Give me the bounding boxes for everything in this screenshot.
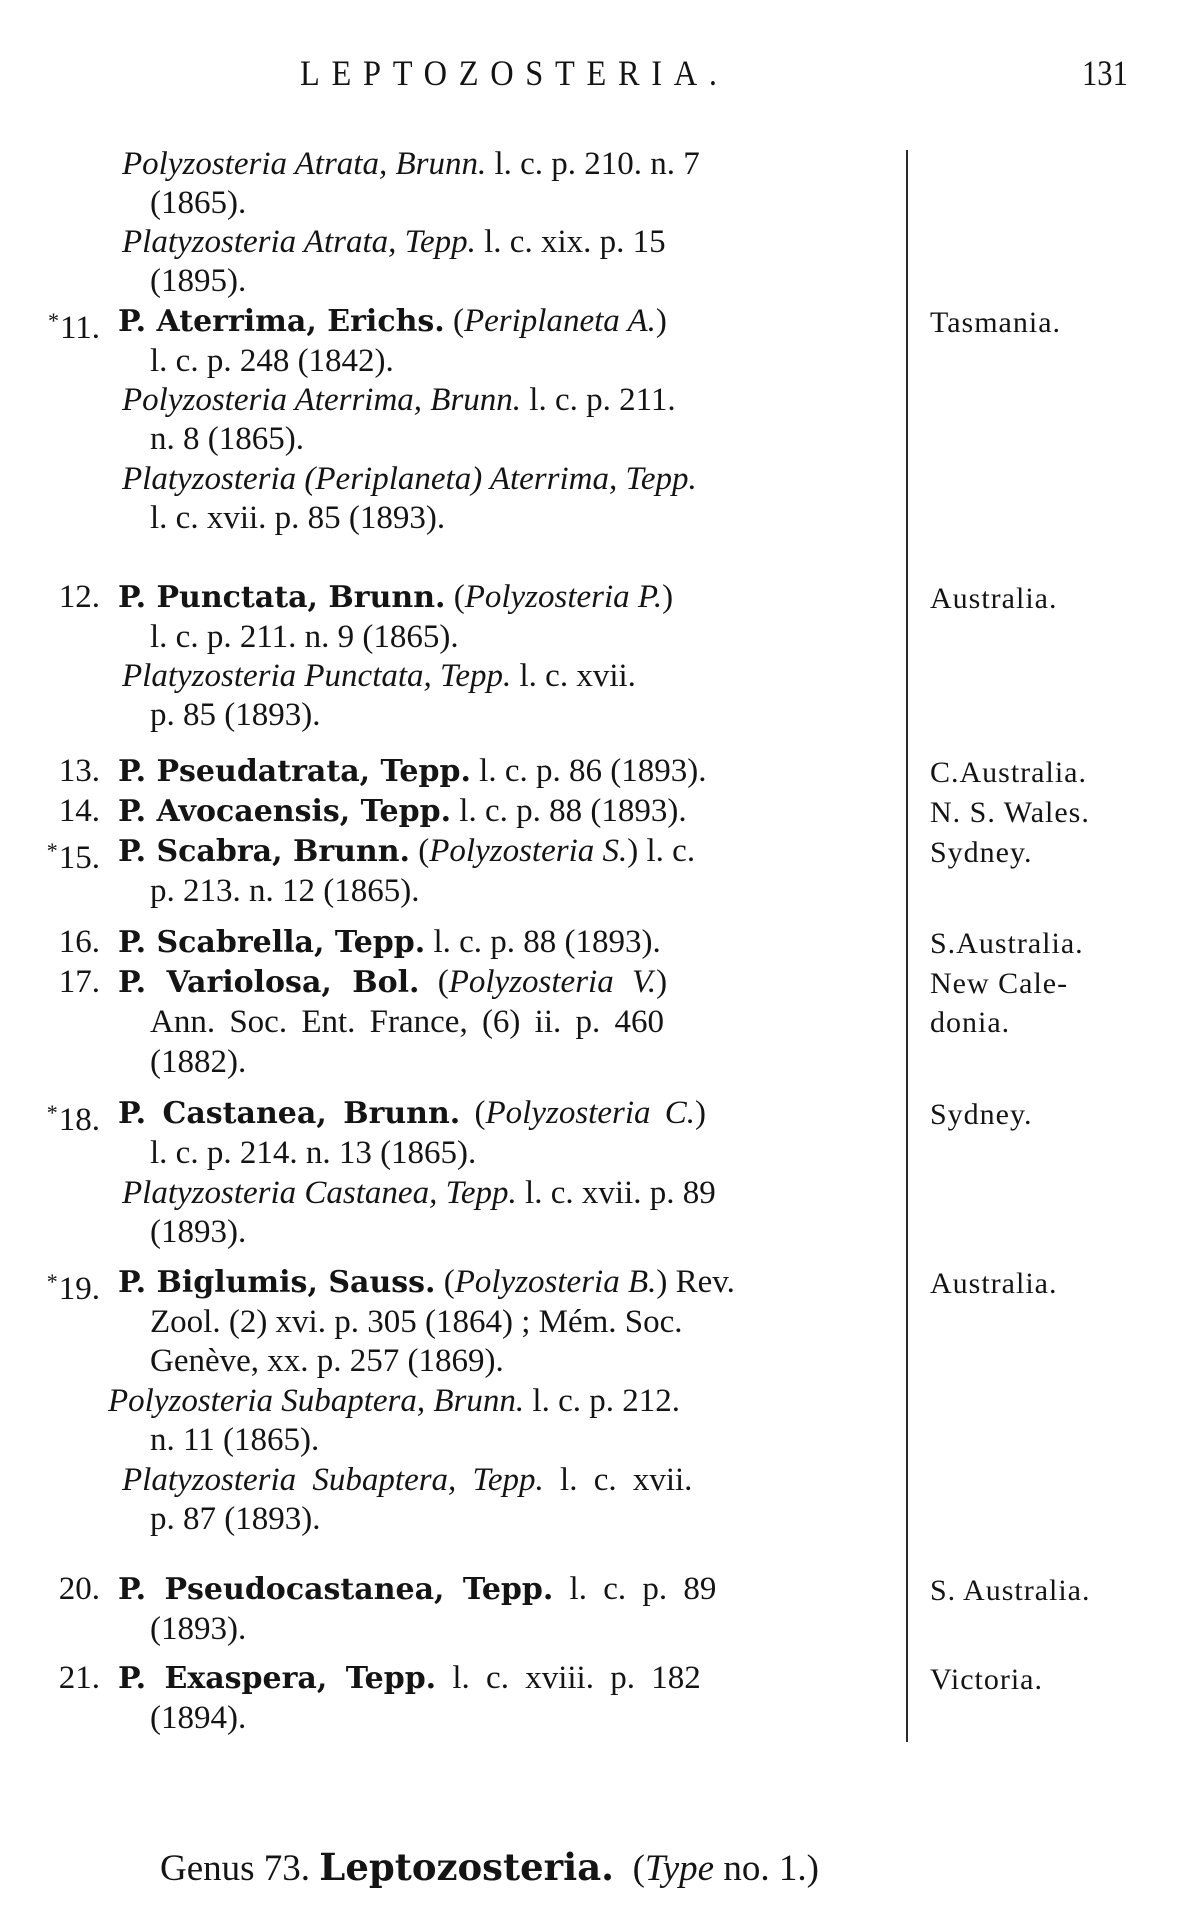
type-star-icon: * [46,1100,58,1125]
entry-number: 14. [58,793,100,829]
type-star-icon: * [46,838,58,863]
locality: Sydney. [930,1098,1033,1131]
locality: N. S. Wales. [930,796,1090,829]
type-star-icon: * [47,308,59,333]
locality: New Cale- [930,967,1069,1000]
species-name: P. Scabrella, Tepp. [118,925,426,960]
species-name: P. Exaspera, Tepp. [118,1661,437,1696]
citation-line: p. 213. n. 12 (1865). [150,873,420,909]
citation-line: (1882). [150,1044,247,1080]
citation-line: (1893). [150,1611,247,1647]
species-name: P. Castanea, Brunn. [118,1096,461,1131]
species-name: P. Variolosa, Bol. [118,965,420,1000]
locality: Australia. [930,582,1058,615]
citation-line: n. 8 (1865). [150,421,304,457]
species-name: P. Punctata, Brunn. [118,580,446,615]
citation-line: l. c. p. 248 (1842). [150,343,394,379]
locality: Sydney. [930,836,1033,869]
citation-line: p. 87 (1893). [150,1501,321,1537]
column-divider [906,150,908,1742]
synonym-line: Platyzosteria (Periplaneta) Aterrima, Tepp. [122,461,697,497]
locality: Victoria. [930,1663,1043,1696]
citation-line: (1893). [150,1214,247,1250]
locality: Tasmania. [930,306,1062,339]
citation-line: Ann. Soc. Ent. France, (6) ii. p. 460 [150,1004,665,1040]
species-name: P. Pseudocastanea, Tepp. [118,1572,554,1607]
entry-number: 20. [58,1571,100,1607]
locality: Australia. [930,1267,1058,1300]
synonym-line: Platyzosteria Subaptera, Tepp. l. c. xvii. [122,1462,693,1498]
citation-line: Genève, xx. p. 257 (1869). [150,1343,504,1379]
locality-continued: donia. [930,1006,1011,1039]
species-name: P. Pseudatrata, Tepp. [118,754,471,789]
synonym-line: Polyzosteria Aterrima, Brunn. l. c. p. 211. [122,382,676,418]
entry-number: 21. [58,1660,100,1696]
species-name: P. Biglumis, Sauss. [118,1265,436,1300]
citation-line: (1894). [150,1700,247,1736]
citation-line: l. c. p. 214. n. 13 (1865). [150,1135,477,1171]
locality: S. Australia. [930,1574,1091,1607]
running-head [0,52,1193,102]
page-number: 131 [1082,53,1128,93]
type-star-icon: * [46,1269,58,1294]
entry-number: *11. [47,308,100,346]
citation-line: p. 85 (1893). [150,697,321,733]
entry-number: 16. [58,924,100,960]
citation-line: (1895). [150,263,247,299]
entry-number: *19. [46,1269,100,1307]
locality: S.Australia. [930,927,1084,960]
synonym-line: Platyzosteria Punctata, Tepp. l. c. xvii. [122,658,636,694]
species-name: P. Avocaensis, Tepp. [118,794,452,829]
citation-line: l. c. p. 211. n. 9 (1865). [150,619,459,655]
synonym-line: Polyzosteria Subaptera, Brunn. l. c. p. 212. [108,1383,680,1419]
citation-line: l. c. xvii. p. 85 (1893). [150,500,446,536]
genus-heading: Genus 73. Leptozosteria. (Type no. 1.) [160,1845,819,1889]
citation-line: n. 11 (1865). [150,1422,320,1458]
entry-number: *18. [46,1100,100,1138]
entry-number: 12. [58,579,100,615]
synonym-line: Platyzosteria Castanea, Tepp. l. c. xvii. p. 89 [122,1175,716,1211]
species-name: P. Scabra, Brunn. [118,834,411,869]
synonym-line: Platyzosteria Atrata, Tepp. l. c. xix. p. 15 [122,224,666,260]
genus-name: Leptozosteria. [319,1845,615,1889]
citation-line: (1865). [150,185,247,221]
species-name: P. Aterrima, Erichs. [118,304,445,339]
citation-line: Zool. (2) xvi. p. 305 (1864) ; Mém. Soc. [150,1304,683,1340]
locality: C.Australia. [930,756,1087,789]
entry-number: *15. [46,838,100,876]
synonym-line: Polyzosteria Atrata, Brunn. l. c. p. 210. n. 7 [122,146,700,182]
running-title: LEPTOZOSTERIA. [300,53,729,93]
entry-number: 17. [58,964,100,1000]
entry-number: 13. [58,753,100,789]
